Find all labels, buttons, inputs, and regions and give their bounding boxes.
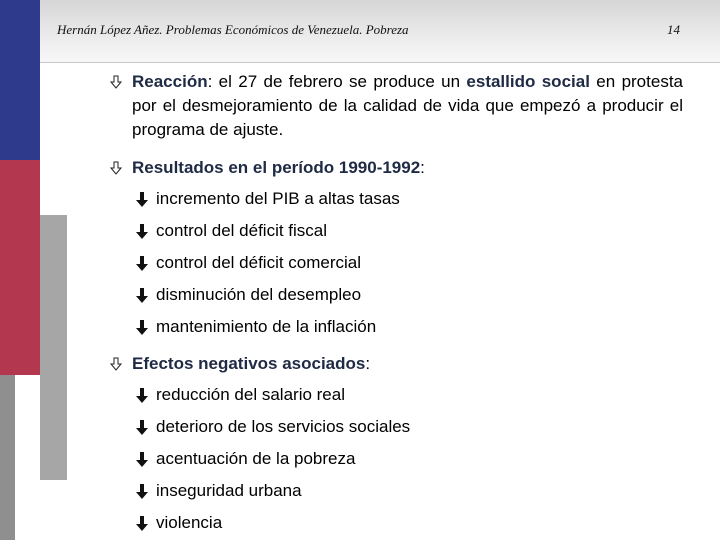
bullet-term-2: estallido social <box>466 72 590 91</box>
sub-item-text: reducción del salario real <box>156 385 345 404</box>
sub-item-text: disminución del desempleo <box>156 285 362 304</box>
sub-item-text: control del déficit fiscal <box>156 221 328 240</box>
bullet-rest-2: en protesta por el desmejoramiento de la calidad de vida que empezó a producir el programa de ajuste. <box>132 72 683 139</box>
down-arrow-icon <box>136 192 148 207</box>
sub-list-item <box>132 284 683 306</box>
sub-list-item <box>132 252 683 274</box>
sub-list-item <box>132 188 683 210</box>
bullet-term: Resultados en el período 1990-1992 <box>132 158 421 177</box>
bullet-rest: : el 27 de febrero se produce un <box>207 72 467 91</box>
bullet-rest: : <box>420 158 425 177</box>
slide-content <box>108 70 683 548</box>
bullet-text <box>132 352 683 376</box>
sub-item-text: violencia <box>156 513 223 532</box>
down-arrow-icon <box>136 420 148 435</box>
sub-item-text: inseguridad urbana <box>156 481 302 500</box>
slide-header <box>40 0 720 63</box>
sub-list-item <box>132 480 683 502</box>
bullet-rest: : <box>365 354 371 373</box>
sub-list-item <box>132 448 683 470</box>
decorative-gray-bar <box>0 375 15 540</box>
bullet-item-resultados <box>108 156 683 338</box>
down-arrow-icon <box>136 388 148 403</box>
down-arrow-icon <box>136 320 148 335</box>
down-arrow-icon <box>136 256 148 271</box>
bullet-item-efectos <box>108 352 683 534</box>
sub-list-item <box>132 316 683 338</box>
decorative-red-bar <box>0 160 40 375</box>
down-arrow-icon <box>136 224 148 239</box>
down-arrow-icon <box>136 452 148 467</box>
down-arrow-icon <box>136 484 148 499</box>
sub-item-text: incremento del PIB a altas tasas <box>156 189 400 208</box>
sub-list-item <box>132 384 683 406</box>
bullet-text <box>132 156 683 180</box>
hollow-down-arrow-icon <box>108 71 124 93</box>
hollow-down-arrow-icon <box>108 353 124 375</box>
down-arrow-icon <box>136 288 148 303</box>
bullet-term: Efectos negativos asociados <box>132 354 366 373</box>
sub-list-item <box>132 220 683 242</box>
bullet-item-reaccion <box>108 70 683 142</box>
sub-item-text: mantenimiento de la inflación <box>156 317 377 336</box>
sub-item-text: deterioro de los servicios sociales <box>156 417 411 436</box>
sub-list-item <box>132 416 683 438</box>
sub-list-efectos <box>132 384 683 534</box>
decorative-blue-bar <box>0 0 40 160</box>
sub-list-resultados <box>132 188 683 338</box>
hollow-down-arrow-icon <box>108 157 124 179</box>
page-number: 14 <box>667 22 680 37</box>
bullet-text <box>132 70 683 142</box>
sub-list-item <box>132 512 683 534</box>
down-arrow-icon <box>136 516 148 531</box>
sub-item-text: control del déficit comercial <box>156 253 362 272</box>
sub-item-text: acentuación de la pobreza <box>156 449 356 468</box>
decorative-gray-inner-bar <box>40 215 67 480</box>
bullet-term: Reacción <box>132 72 208 91</box>
header-title: Hernán López Añez. Problemas Económicos de Venezuela. Pobreza <box>57 22 409 37</box>
